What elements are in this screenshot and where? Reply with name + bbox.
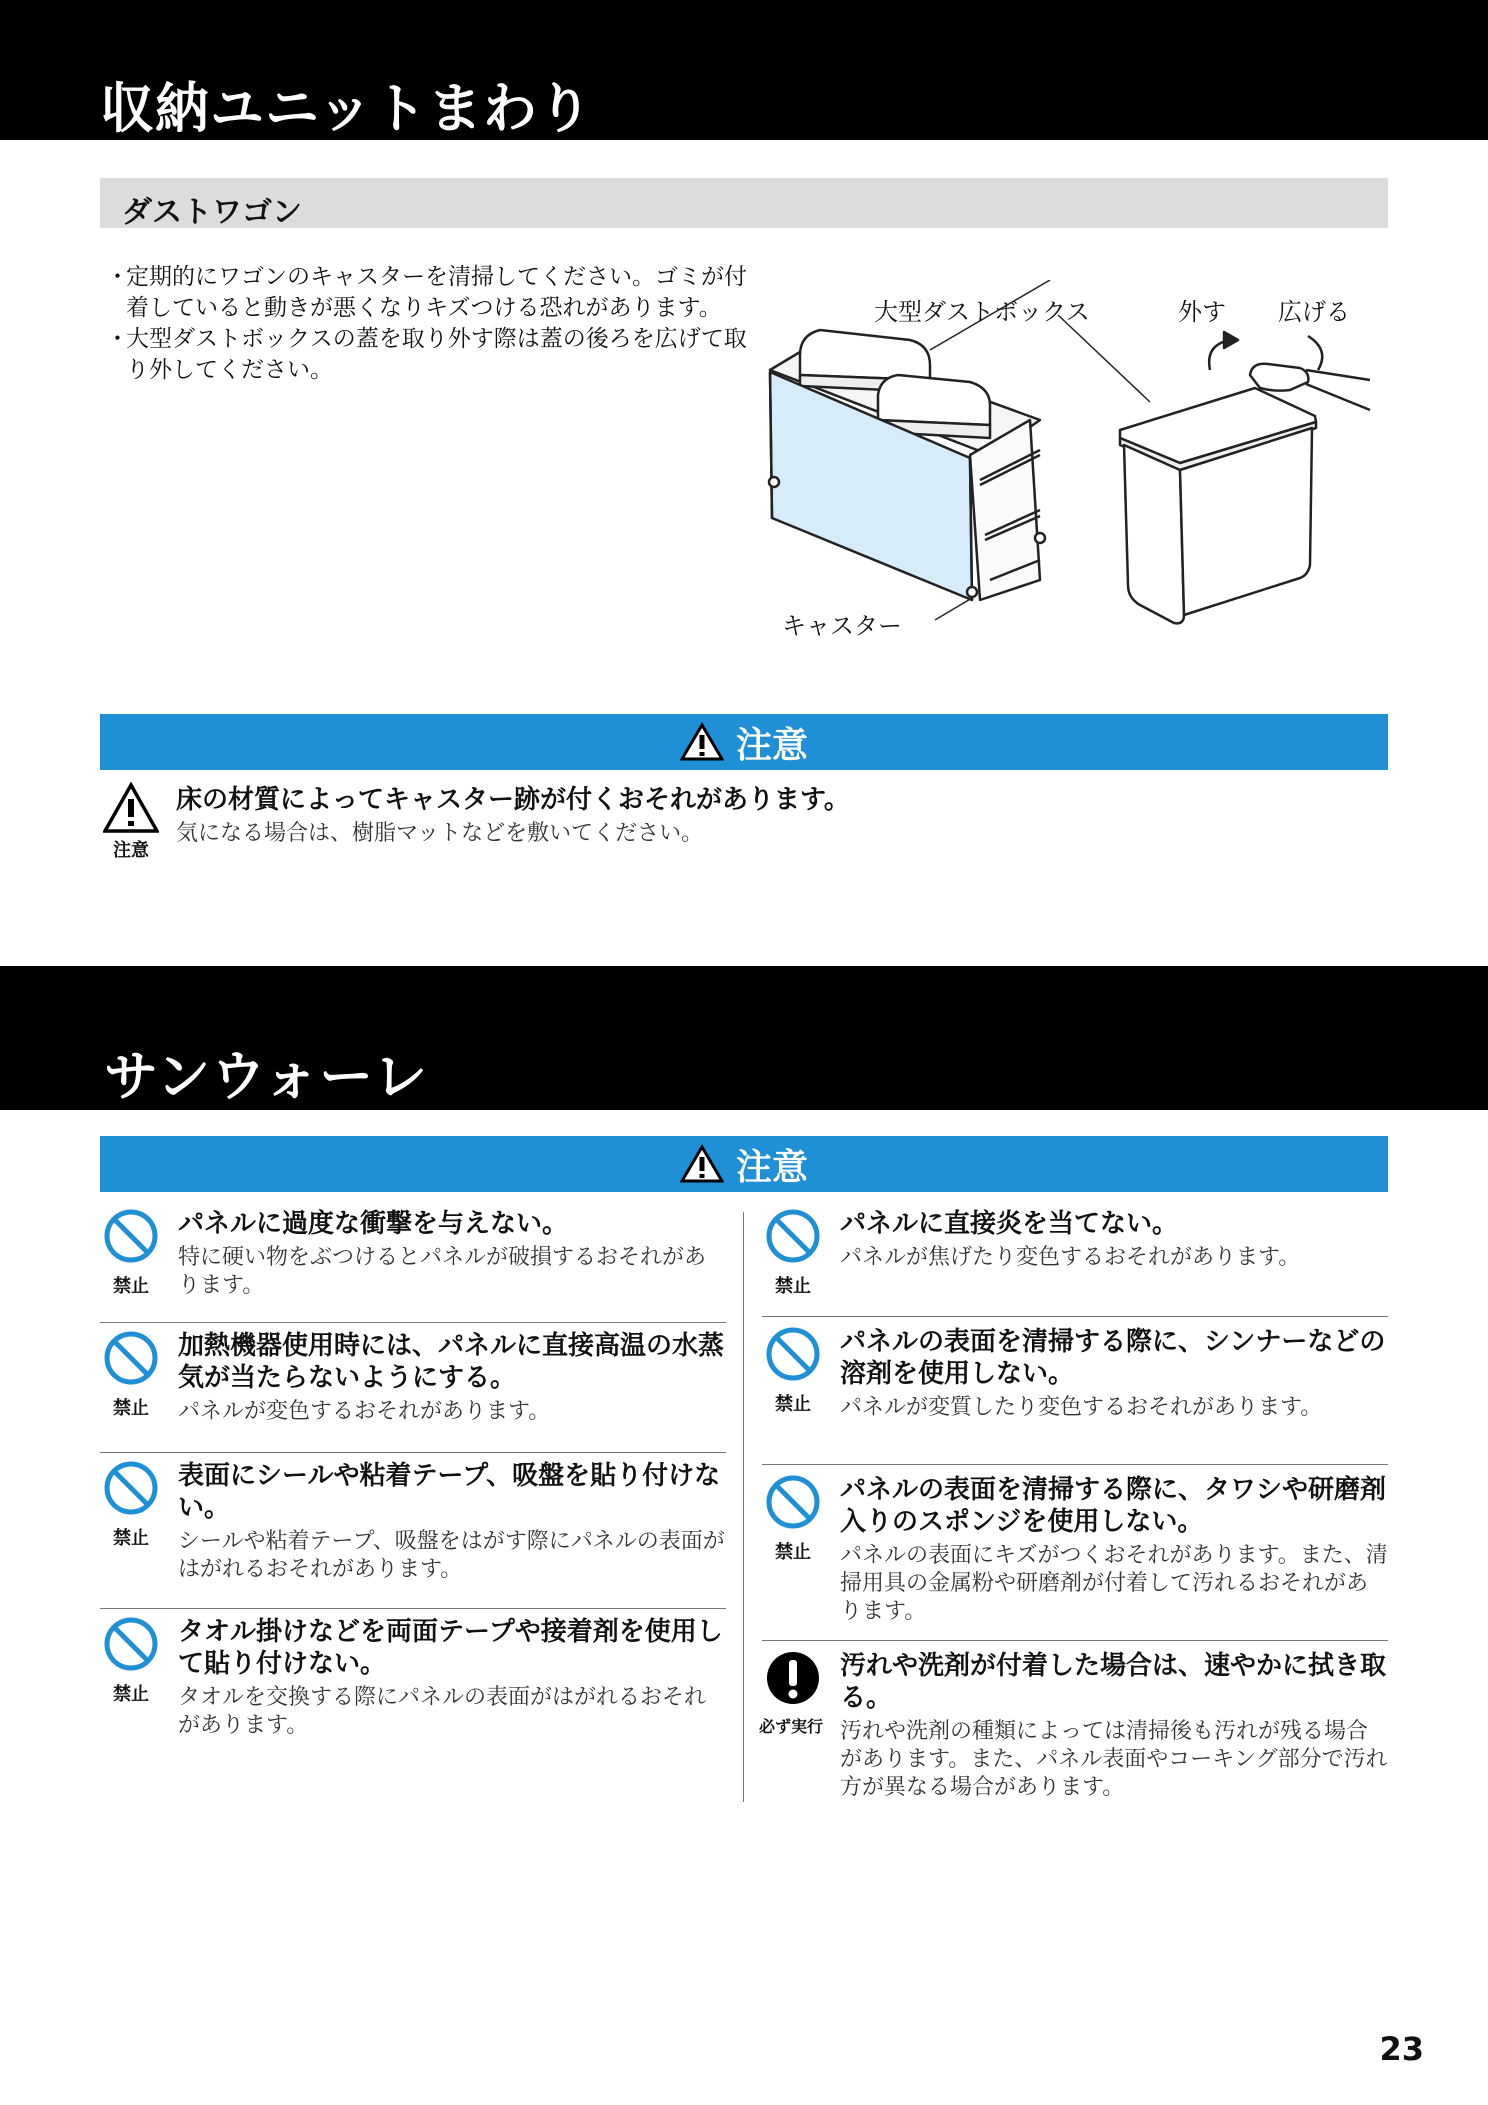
subheading-text: ダストワゴン xyxy=(122,195,302,230)
section-header-storage xyxy=(0,0,1488,140)
caution-body: パネルが焦げたり変色するおそれがあります。 xyxy=(840,1245,1301,1270)
label-spread: 広げる xyxy=(1278,298,1350,326)
caution-body: タオルを交換する際にパネルの表面がはがれるおそれがあります。 xyxy=(178,1685,707,1738)
caution-heading: パネルに直接炎を当てない。 xyxy=(840,1209,1179,1239)
item-divider xyxy=(762,1464,1388,1465)
bullet-marker: ・ xyxy=(106,326,129,352)
section-header-sunwall xyxy=(0,966,1488,1110)
list-item xyxy=(104,324,764,386)
dust-wagon-illustration xyxy=(740,280,1400,640)
label-large-dust-box: 大型ダストボックス xyxy=(874,298,1090,326)
caution-heading: 汚れや洗剤が付着した場合は、速やかに拭き取る。 xyxy=(840,1651,1387,1713)
prohibition-icon xyxy=(765,1474,821,1530)
caution-bar xyxy=(100,1136,1388,1192)
caution-bar-label: 注意 xyxy=(735,724,808,766)
column-divider xyxy=(743,1212,744,1802)
item-divider xyxy=(100,1608,726,1609)
warning-triangle-icon xyxy=(103,782,159,834)
icon-caption: 禁止 xyxy=(775,1276,811,1297)
icon-caption: 禁止 xyxy=(113,1684,149,1705)
caution-body: 気になる場合は、樹脂マットなどを敷いてください。 xyxy=(176,821,704,846)
icon-caption: 禁止 xyxy=(113,1528,149,1549)
mandatory-icon xyxy=(765,1650,821,1706)
caution-heading: タオル掛けなどを両面テープや接着剤を使用して貼り付けない。 xyxy=(178,1617,723,1679)
caution-body: 特に硬い物をぶつけるとパネルが破損するおそれがあります。 xyxy=(178,1245,707,1298)
prohibition-icon xyxy=(765,1208,821,1264)
caution-heading: パネルの表面を清掃する際に、タワシや研磨剤入りのスポンジを使用しない。 xyxy=(840,1475,1387,1537)
caution-heading: 加熱機器使用時には、パネルに直接高温の水蒸気が当たらないようにする。 xyxy=(178,1331,725,1393)
bullet-text: 定期的にワゴンのキャスターを清掃してください。ゴミが付着していると動きが悪くなりキズつける恐れがあります。 xyxy=(126,264,747,321)
instruction-list xyxy=(104,262,764,386)
prohibition-icon xyxy=(103,1460,159,1516)
caution-heading: 床の材質によってキャスター跡が付くおそれがあります。 xyxy=(176,785,850,815)
section-title: 収納ユニットまわり xyxy=(100,77,593,140)
label-caster: キャスター xyxy=(782,612,902,640)
icon-caption: 禁止 xyxy=(113,1276,149,1297)
item-divider xyxy=(100,1452,726,1453)
icon-caption: 禁止 xyxy=(113,1398,149,1419)
bullet-text: 大型ダストボックスの蓋を取り外す際は蓋の後ろを広げて取り外してください。 xyxy=(126,326,747,383)
caution-body: パネルが変色するおそれがあります。 xyxy=(178,1399,551,1424)
bullet-marker: ・ xyxy=(106,264,129,290)
item-divider xyxy=(762,1640,1388,1641)
subheading-bar xyxy=(100,178,1388,228)
icon-caption: 禁止 xyxy=(775,1542,811,1563)
prohibition-icon xyxy=(103,1208,159,1264)
caution-heading: パネルに過度な衝撃を与えない。 xyxy=(178,1209,569,1239)
prohibition-icon xyxy=(103,1330,159,1386)
caution-body: パネルの表面にキズがつくおそれがあります。また、清掃用具の金属粉や研磨剤が付着して汚れるおそれがあります。 xyxy=(840,1543,1388,1624)
caution-body: シールや粘着テープ、吸盤をはがす際にパネルの表面がはがれるおそれがあります。 xyxy=(178,1529,725,1582)
prohibition-icon xyxy=(765,1326,821,1382)
item-divider xyxy=(100,1322,726,1323)
caution-heading: 表面にシールや粘着テープ、吸盤を貼り付けない。 xyxy=(178,1461,721,1523)
prohibition-icon xyxy=(103,1616,159,1672)
caution-body: 汚れや洗剤の種類によっては清掃後も汚れが残る場合があります。また、パネル表面やコーキング部分で汚れ方が異なる場合があります。 xyxy=(840,1719,1388,1800)
warning-triangle-icon xyxy=(680,722,724,762)
icon-caption: 禁止 xyxy=(775,1394,811,1415)
section-title: サンウォーレ xyxy=(104,1045,429,1108)
caution-bar xyxy=(100,714,1388,770)
item-divider xyxy=(762,1316,1388,1317)
caution-heading: パネルの表面を清掃する際に、シンナーなどの溶剤を使用しない。 xyxy=(840,1327,1386,1389)
list-item xyxy=(104,262,764,324)
page-number: 23 xyxy=(1379,2030,1424,2068)
icon-caption: 注意 xyxy=(113,840,149,861)
warning-triangle-icon xyxy=(680,1144,724,1184)
caution-item xyxy=(100,782,1380,872)
label-remove: 外す xyxy=(1178,298,1226,326)
caution-bar-label: 注意 xyxy=(735,1146,808,1188)
icon-caption: 必ず実行 xyxy=(758,1717,823,1736)
caution-body: パネルが変質したり変色するおそれがあります。 xyxy=(840,1395,1323,1420)
